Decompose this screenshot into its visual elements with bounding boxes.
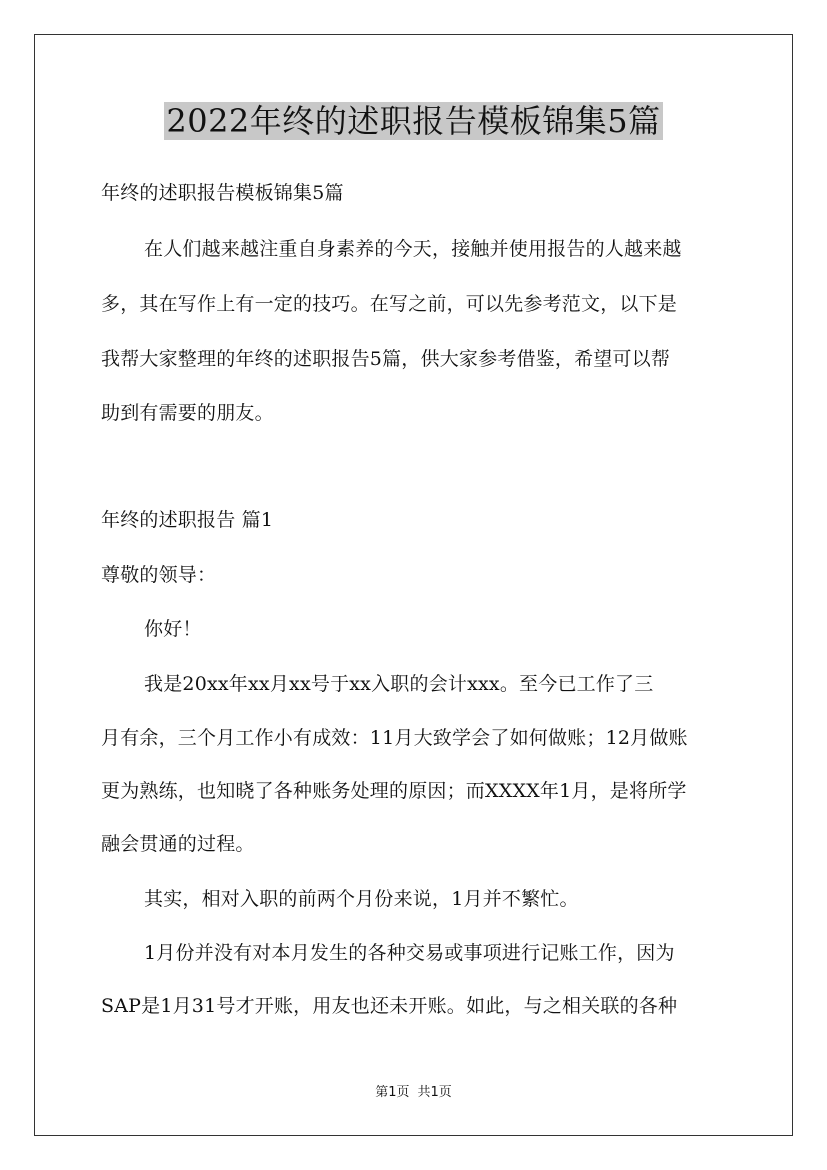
greeting: 你好！	[144, 618, 202, 640]
intro-line: 多，其在写作上有一定的技巧。在写之前，可以先参考范文，以下是	[101, 293, 678, 315]
intro-line: 我帮大家整理的年终的述职报告5篇，供大家参考借鉴，希望可以帮	[101, 348, 671, 370]
paragraph-line: 融会贯通的过程。	[101, 833, 255, 855]
paragraph-line: 1月份并没有对本月发生的各种交易或事项进行记账工作，因为	[144, 942, 675, 964]
salutation: 尊敬的领导：	[101, 564, 217, 586]
intro-line: 助到有需要的朋友。	[101, 402, 274, 424]
document-subtitle: 年终的述职报告模板锦集5篇	[101, 182, 344, 204]
paragraph-line: 我是20xx年xx月xx号于xx入职的会计xxx。至今已工作了三	[144, 673, 654, 695]
page-total: 共1页	[417, 1085, 452, 1100]
page-footer	[0, 1084, 827, 1102]
paragraph-line: 其实，相对入职的前两个月份来说，1月并不繁忙。	[144, 888, 579, 910]
intro-line: 在人们越来越注重自身素养的今天，接触并使用报告的人越来越	[144, 238, 682, 260]
document-title	[0, 98, 827, 144]
page-number: 第1页	[375, 1085, 410, 1100]
document-title-text: 2022年终的述职报告模板锦集5篇	[166, 102, 661, 140]
paragraph-line: 月有余，三个月工作小有成效：11月大致学会了如何做账；12月做账	[101, 727, 688, 749]
paragraph-line: SAP是1月31号才开账，用友也还未开账。如此，与之相关联的各种	[101, 995, 678, 1017]
section-heading: 年终的述职报告 篇1	[101, 509, 274, 531]
paragraph-line: 更为熟练，也知晓了各种账务处理的原因；而XXXX年1月，是将所学	[101, 780, 687, 802]
